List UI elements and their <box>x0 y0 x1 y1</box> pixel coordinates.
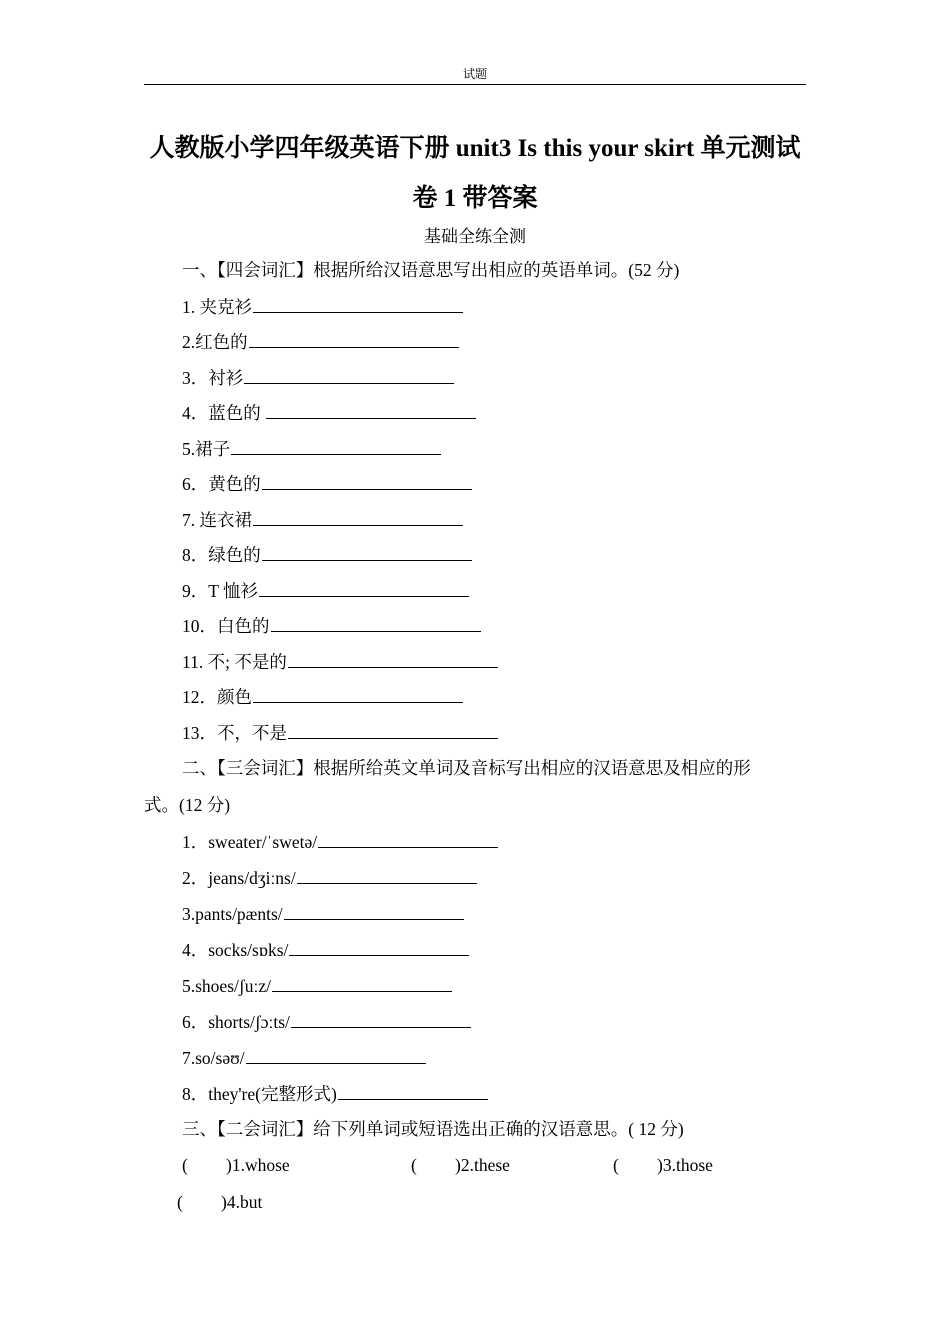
question-text: 1. 夹克衫 <box>182 297 252 317</box>
question-text: 3．衬衫 <box>182 368 244 388</box>
question-row <box>182 471 472 496</box>
question-text: 6．黄色的 <box>182 474 261 494</box>
question-row <box>182 365 454 390</box>
question-row <box>182 973 452 998</box>
question-text: 8．绿色的 <box>182 545 261 565</box>
question-row <box>182 720 498 745</box>
subtitle: 基础全练全测 <box>424 227 526 246</box>
question-row <box>182 436 441 461</box>
answer-blank[interactable] <box>249 329 459 348</box>
question-text: 4．蓝色的 <box>182 403 266 423</box>
choice-item <box>182 1153 290 1177</box>
question-row <box>182 865 477 890</box>
choice-word: 1.whose <box>231 1155 290 1175</box>
choice-item <box>411 1153 510 1177</box>
answer-paren[interactable] <box>411 1153 455 1177</box>
answer-blank[interactable] <box>253 294 463 313</box>
answer-blank[interactable] <box>297 865 477 884</box>
answer-blank[interactable] <box>231 436 441 455</box>
section-2-heading-cont: 式。(12 分) <box>144 795 231 815</box>
answer-blank[interactable] <box>288 649 498 668</box>
answer-blank[interactable] <box>284 901 464 920</box>
question-row <box>182 684 463 709</box>
answer-blank[interactable] <box>246 1045 426 1064</box>
question-text: 2．jeans/dʒiːns/ <box>182 868 296 888</box>
question-text: 2.红色的 <box>182 332 248 352</box>
question-text: 3.pants/pænts/ <box>182 904 283 924</box>
question-row <box>182 1081 488 1106</box>
choice-word: 4.but <box>226 1192 263 1212</box>
question-text: 7. 连衣裙 <box>182 510 252 530</box>
question-text: 8．they're(完整形式) <box>182 1084 337 1104</box>
document-title-line-2: 卷 1 带答案 <box>412 185 538 212</box>
answer-blank[interactable] <box>266 400 476 419</box>
question-row <box>182 507 463 532</box>
answer-blank[interactable] <box>259 578 469 597</box>
answer-blank[interactable] <box>272 973 452 992</box>
question-text: 9．T 恤衫 <box>182 581 258 601</box>
answer-blank[interactable] <box>291 1009 471 1028</box>
answer-blank[interactable] <box>253 684 463 703</box>
answer-blank[interactable] <box>262 471 472 490</box>
question-text: 5.shoes/ʃuːz/ <box>182 976 271 996</box>
section-2-heading: 二、【三会词汇】根据所给英文单词及音标写出相应的汉语意思及相应的形 <box>182 758 751 778</box>
question-text: 5.裙子 <box>182 439 231 459</box>
answer-blank[interactable] <box>338 1081 488 1100</box>
section-1-heading: 一、【四会词汇】根据所给汉语意思写出相应的英语单词。(52 分) <box>182 260 680 280</box>
answer-blank[interactable] <box>262 542 472 561</box>
header-text: 试题 <box>462 67 487 81</box>
paren-close: ) <box>226 1155 232 1175</box>
question-row <box>182 649 498 674</box>
paren-close: ) <box>657 1155 663 1175</box>
page-header <box>144 64 806 85</box>
question-row <box>182 294 463 319</box>
question-text: 13．不，不是 <box>182 723 287 743</box>
paren-open: ( <box>411 1155 417 1175</box>
document-title-line-1: 人教版小学四年级英语下册 unit3 Is this your skirt 单元测试 <box>149 135 801 162</box>
paren-close: ) <box>221 1192 227 1212</box>
question-row <box>182 1009 471 1034</box>
paren-open: ( <box>177 1192 183 1212</box>
question-row <box>182 329 459 354</box>
answer-paren[interactable] <box>182 1153 226 1177</box>
question-row <box>182 901 464 926</box>
question-row <box>182 613 481 638</box>
question-row <box>182 937 469 962</box>
choice-word: 2.these <box>460 1155 510 1175</box>
answer-blank[interactable] <box>289 937 469 956</box>
choice-word: 3.those <box>662 1155 713 1175</box>
question-text: 11. 不; 不是的 <box>182 652 287 672</box>
answer-blank[interactable] <box>288 720 498 739</box>
choice-item <box>177 1190 262 1214</box>
answer-blank[interactable] <box>244 365 454 384</box>
question-row <box>182 400 476 425</box>
question-text: 4．socks/sɒks/ <box>182 940 289 960</box>
question-text: 12．颜色 <box>182 687 252 707</box>
answer-blank[interactable] <box>271 613 481 632</box>
section-3-heading: 三、【二会词汇】给下列单词或短语选出正确的汉语意思。( 12 分) <box>182 1119 684 1139</box>
paren-close: ) <box>455 1155 461 1175</box>
question-row <box>182 578 469 603</box>
choice-item <box>613 1153 713 1177</box>
paren-open: ( <box>182 1155 188 1175</box>
answer-blank[interactable] <box>253 507 463 526</box>
answer-paren[interactable] <box>613 1153 657 1177</box>
question-text: 10．白色的 <box>182 616 270 636</box>
question-row <box>182 1045 426 1070</box>
question-row <box>182 542 472 567</box>
question-text: 1．sweater/ˈswetə/ <box>182 832 318 852</box>
question-row <box>182 829 498 854</box>
paren-open: ( <box>613 1155 619 1175</box>
answer-paren[interactable] <box>177 1190 221 1214</box>
question-text: 7.so/səʊ/ <box>182 1048 245 1068</box>
answer-blank[interactable] <box>318 829 498 848</box>
question-text: 6．shorts/ʃɔːts/ <box>182 1012 290 1032</box>
